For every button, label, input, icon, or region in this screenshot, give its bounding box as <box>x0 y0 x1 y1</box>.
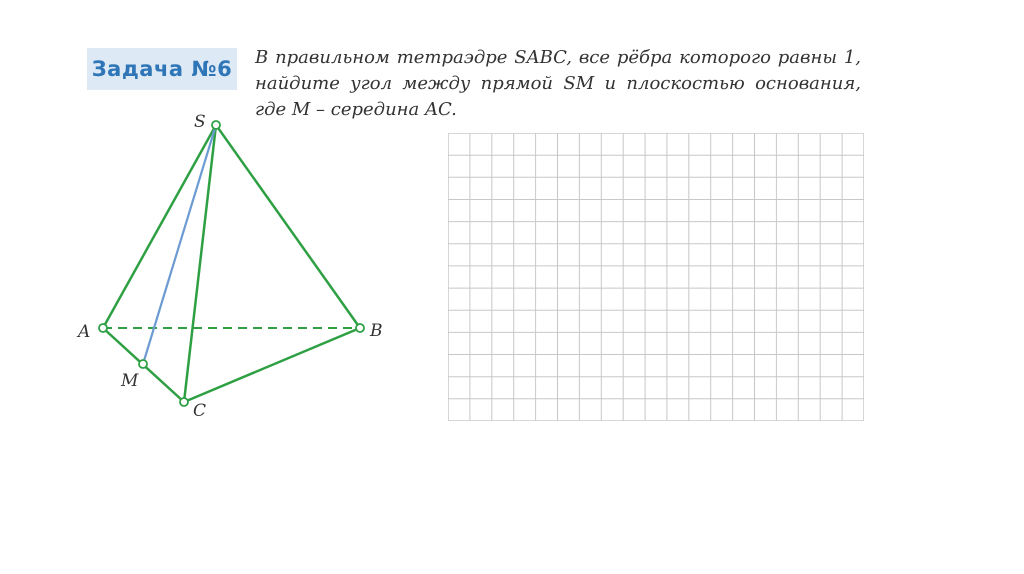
label-c: C <box>193 401 207 421</box>
squared-grid <box>448 133 864 421</box>
vertex-b <box>356 324 364 332</box>
label-b: B <box>370 321 383 341</box>
point-m <box>139 360 147 368</box>
label-s: S <box>194 112 206 132</box>
problem-text: В правильном тетраэдре SABC, все рёбра которого равны 1, найдите угол между прямой SM и плоскостью основания, где M – середина AC. <box>255 47 861 120</box>
label-a: A <box>78 322 91 342</box>
task-title: Задача №6 <box>91 57 233 81</box>
edge-sc <box>184 125 216 402</box>
vertex-c <box>180 398 188 406</box>
edge-sa <box>103 125 216 328</box>
vertex-s <box>212 121 220 129</box>
edge-cb <box>184 328 360 402</box>
vertex-a <box>99 324 107 332</box>
edge-sb <box>216 125 360 328</box>
label-m: M <box>121 371 139 391</box>
